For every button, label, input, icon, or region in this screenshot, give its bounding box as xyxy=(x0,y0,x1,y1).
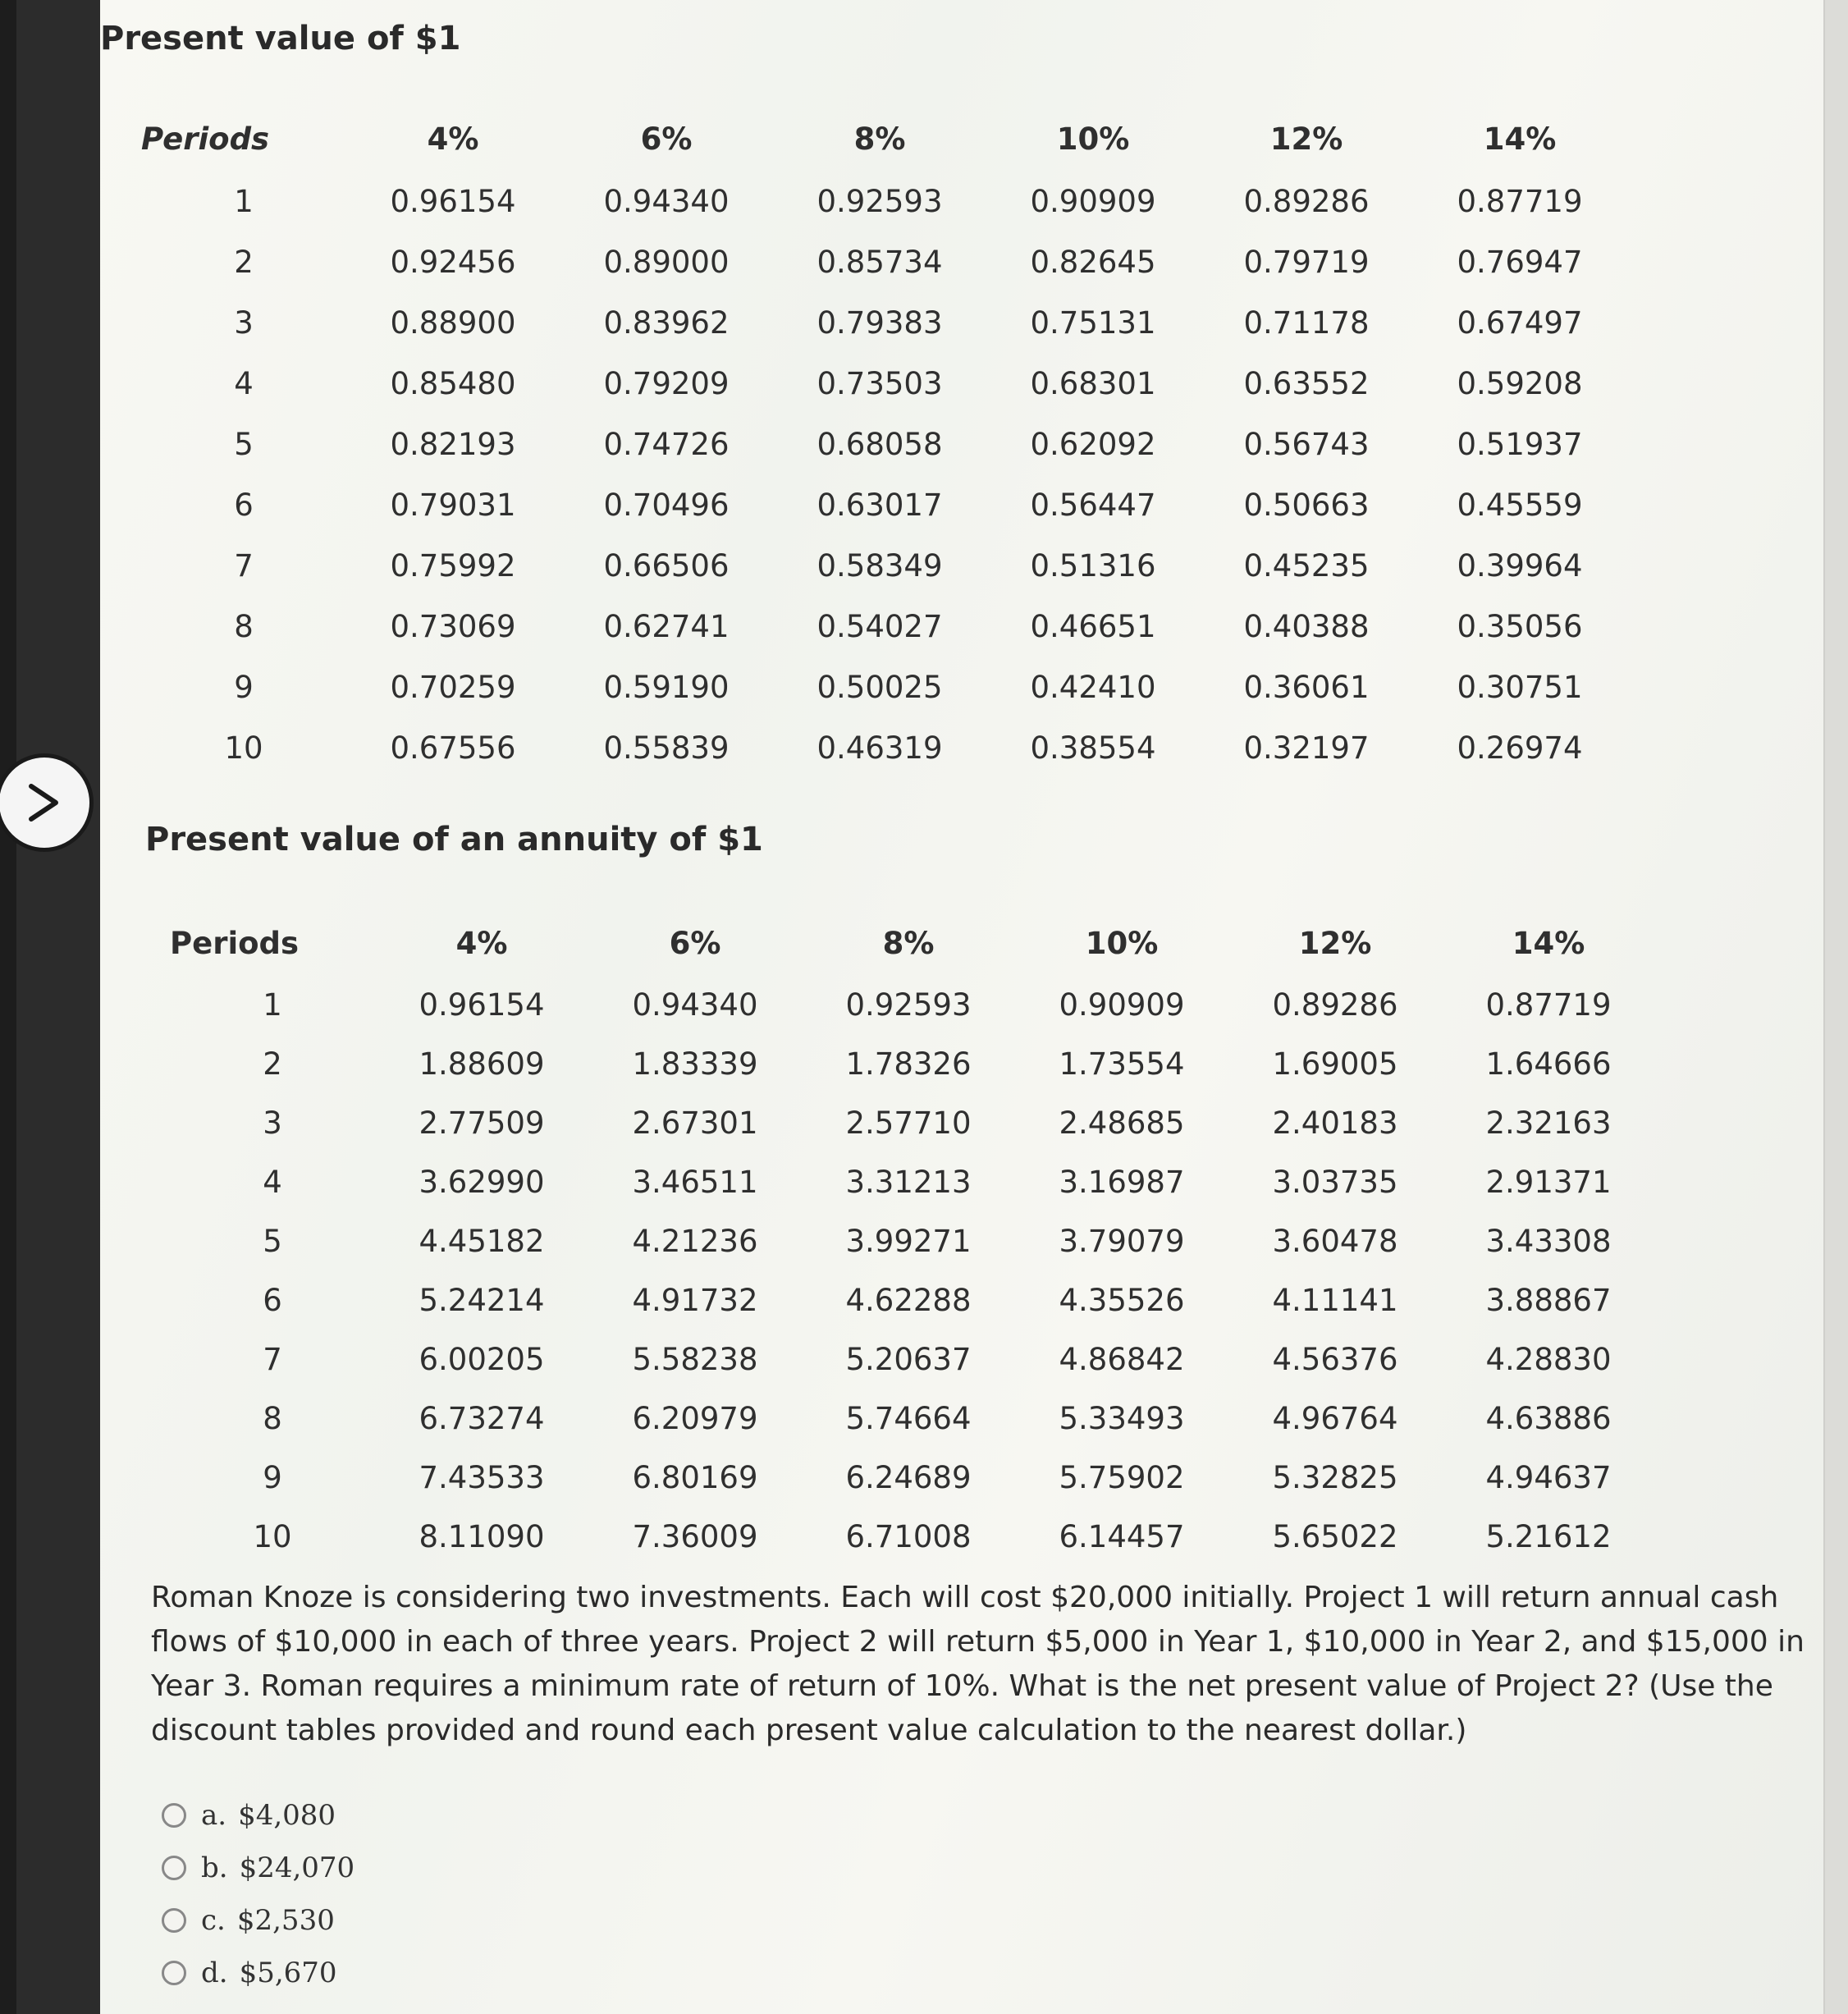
left-panel-strip xyxy=(16,0,100,2014)
option-letter: a. xyxy=(201,1799,227,1832)
annuity-period-cell: 3 xyxy=(263,1105,282,1141)
pv-period-cell: 4 xyxy=(234,365,254,401)
annuity-value-cell: 0.96154 xyxy=(419,986,545,1023)
pv-value-cell: 0.46319 xyxy=(817,730,943,766)
annuity-period-cell: 7 xyxy=(263,1341,282,1377)
pv-value-cell: 0.56447 xyxy=(1030,487,1156,523)
annuity-value-cell: 2.67301 xyxy=(632,1105,758,1141)
radio-button-icon[interactable] xyxy=(162,1908,186,1933)
pv-value-cell: 0.83962 xyxy=(603,304,730,341)
annuity-value-cell: 2.57710 xyxy=(845,1105,972,1141)
annuity-row xyxy=(170,1093,1655,1152)
pv-value-cell: 0.89000 xyxy=(603,244,730,280)
pv-header-rate: 12% xyxy=(1269,121,1343,157)
annuity-table xyxy=(170,911,1655,1566)
pv-value-cell: 0.45235 xyxy=(1243,547,1370,584)
annuity-period-cell: 1 xyxy=(263,986,282,1023)
annuity-value-cell: 6.80169 xyxy=(632,1459,758,1495)
option-d[interactable] xyxy=(162,1947,355,1999)
answer-options xyxy=(162,1789,355,1999)
pv-value-cell: 0.63017 xyxy=(817,487,943,523)
option-a[interactable] xyxy=(162,1789,355,1842)
pv-value-cell: 0.73069 xyxy=(390,608,516,644)
pv-period-cell: 2 xyxy=(234,244,254,280)
annuity-value-cell: 3.60478 xyxy=(1272,1223,1398,1259)
annuity-value-cell: 7.43533 xyxy=(419,1459,545,1495)
annuity-row xyxy=(170,1211,1655,1270)
pv-value-cell: 0.39964 xyxy=(1457,547,1583,584)
pv-value-cell: 0.32197 xyxy=(1243,730,1370,766)
pv-value-cell: 0.87719 xyxy=(1457,183,1583,219)
annuity-value-cell: 4.62288 xyxy=(845,1282,972,1318)
annuity-value-cell: 5.32825 xyxy=(1272,1459,1398,1495)
pv-row xyxy=(141,292,1626,353)
pv-value-cell: 0.74726 xyxy=(603,426,730,462)
annuity-value-cell: 5.24214 xyxy=(419,1282,545,1318)
annuity-value-cell: 3.79079 xyxy=(1059,1223,1185,1259)
annuity-header-periods: Periods xyxy=(170,925,300,961)
pv-value-cell: 0.51937 xyxy=(1457,426,1583,462)
pv-value-cell: 0.63552 xyxy=(1243,365,1370,401)
annuity-value-cell: 3.88867 xyxy=(1485,1282,1612,1318)
pv-row xyxy=(141,171,1626,231)
option-letter: c. xyxy=(201,1904,226,1937)
annuity-value-cell: 6.73274 xyxy=(419,1400,545,1436)
annuity-value-cell: 6.24689 xyxy=(845,1459,972,1495)
pv-value-cell: 0.79719 xyxy=(1243,244,1370,280)
pv-value-cell: 0.73503 xyxy=(817,365,943,401)
annuity-header-rate: 10% xyxy=(1085,925,1159,961)
pv-period-cell: 6 xyxy=(234,487,254,523)
pv-value-cell: 0.75992 xyxy=(390,547,516,584)
pv-period-cell: 3 xyxy=(234,304,254,341)
pv-value-cell: 0.92593 xyxy=(817,183,943,219)
pv-value-cell: 0.56743 xyxy=(1243,426,1370,462)
annuity-period-cell: 6 xyxy=(263,1282,282,1318)
pv-value-cell: 0.62741 xyxy=(603,608,730,644)
annuity-period-cell: 4 xyxy=(263,1164,282,1200)
annuity-row xyxy=(170,1270,1655,1330)
pv-period-cell: 8 xyxy=(234,608,254,644)
pv-row xyxy=(141,231,1626,292)
annuity-value-cell: 3.31213 xyxy=(845,1164,972,1200)
pv-value-cell: 0.54027 xyxy=(817,608,943,644)
annuity-value-cell: 1.83339 xyxy=(632,1046,758,1082)
pv-period-cell: 7 xyxy=(234,547,254,584)
radio-button-icon[interactable] xyxy=(162,1803,186,1828)
annuity-value-cell: 1.88609 xyxy=(419,1046,545,1082)
option-b[interactable] xyxy=(162,1842,355,1894)
annuity-header-rate: 14% xyxy=(1512,925,1585,961)
annuity-value-cell: 4.35526 xyxy=(1059,1282,1185,1318)
annuity-value-cell: 6.00205 xyxy=(419,1341,545,1377)
annuity-table-body xyxy=(170,975,1655,1566)
annuity-value-cell: 0.92593 xyxy=(845,986,972,1023)
annuity-value-cell: 4.91732 xyxy=(632,1282,758,1318)
pv-table-title: Present value of $1 xyxy=(100,20,461,57)
pv-value-cell: 0.46651 xyxy=(1030,608,1156,644)
pv-value-cell: 0.89286 xyxy=(1243,183,1370,219)
option-value: $24,070 xyxy=(239,1852,355,1884)
annuity-value-cell: 3.99271 xyxy=(845,1223,972,1259)
pv-value-cell: 0.55839 xyxy=(603,730,730,766)
annuity-value-cell: 1.73554 xyxy=(1059,1046,1185,1082)
radio-button-icon[interactable] xyxy=(162,1856,186,1880)
annuity-header-rate: 6% xyxy=(669,925,721,961)
annuity-row xyxy=(170,1152,1655,1211)
pv-value-cell: 0.51316 xyxy=(1030,547,1156,584)
annuity-value-cell: 0.90909 xyxy=(1059,986,1185,1023)
annuity-header-row xyxy=(170,911,1655,975)
pv-header-rate: 14% xyxy=(1483,121,1557,157)
annuity-value-cell: 4.63886 xyxy=(1485,1400,1612,1436)
pv-value-cell: 0.79031 xyxy=(390,487,516,523)
pv-value-cell: 0.45559 xyxy=(1457,487,1583,523)
pv-value-cell: 0.59208 xyxy=(1457,365,1583,401)
pv-value-cell: 0.40388 xyxy=(1243,608,1370,644)
pv-value-cell: 0.70259 xyxy=(390,669,516,705)
annuity-value-cell: 4.86842 xyxy=(1059,1341,1185,1377)
pv-value-cell: 0.88900 xyxy=(390,304,516,341)
pv-header-rate: 6% xyxy=(640,121,693,157)
annuity-row xyxy=(170,1507,1655,1566)
pv-value-cell: 0.76947 xyxy=(1457,244,1583,280)
annuity-period-cell: 10 xyxy=(253,1518,292,1554)
annuity-value-cell: 1.64666 xyxy=(1485,1046,1612,1082)
annuity-value-cell: 2.91371 xyxy=(1485,1164,1612,1200)
pv-value-cell: 0.82645 xyxy=(1030,244,1156,280)
pv-value-cell: 0.79209 xyxy=(603,365,730,401)
pv-value-cell: 0.59190 xyxy=(603,669,730,705)
pv-value-cell: 0.68058 xyxy=(817,426,943,462)
annuity-header-rate: 8% xyxy=(882,925,935,961)
annuity-value-cell: 8.11090 xyxy=(419,1518,545,1554)
pv-value-cell: 0.70496 xyxy=(603,487,730,523)
annuity-value-cell: 5.33493 xyxy=(1059,1400,1185,1436)
annuity-value-cell: 4.56376 xyxy=(1272,1341,1398,1377)
annuity-value-cell: 5.58238 xyxy=(632,1341,758,1377)
pv-row xyxy=(141,535,1626,596)
annuity-value-cell: 3.43308 xyxy=(1485,1223,1612,1259)
annuity-value-cell: 2.77509 xyxy=(419,1105,545,1141)
question-text: Roman Knoze is considering two investments. Each will cost $20,000 initially. Project 1 will return annual cash flows of $10,000 in each of three years. Project 2 will return $5,000 in Year 1, $10,000 in Year 2, and $15,000 in Year 3. Roman requires a minimum rate of return of 10%. What is the net present value of Project 2? (Use the discount tables provided and round each present value calculation to the nearest dollar.) xyxy=(151,1581,1805,1747)
pv-value-cell: 0.79383 xyxy=(817,304,943,341)
annuity-row xyxy=(170,1389,1655,1448)
pv-value-cell: 0.82193 xyxy=(390,426,516,462)
annuity-value-cell: 4.45182 xyxy=(419,1223,545,1259)
annuity-value-cell: 5.65022 xyxy=(1272,1518,1398,1554)
pv-value-cell: 0.90909 xyxy=(1030,183,1156,219)
pv-period-cell: 9 xyxy=(234,669,254,705)
pv-period-cell: 10 xyxy=(224,730,263,766)
annuity-value-cell: 5.20637 xyxy=(845,1341,972,1377)
annuity-value-cell: 6.71008 xyxy=(845,1518,972,1554)
pv-value-cell: 0.50663 xyxy=(1243,487,1370,523)
question-content xyxy=(100,0,1823,2014)
pv-value-cell: 0.26974 xyxy=(1457,730,1583,766)
option-c[interactable] xyxy=(162,1894,355,1947)
annuity-value-cell: 0.89286 xyxy=(1272,986,1398,1023)
pv-table-body xyxy=(141,171,1626,778)
annuity-header-rate: 12% xyxy=(1298,925,1372,961)
pv-row xyxy=(141,657,1626,717)
pv-value-cell: 0.67497 xyxy=(1457,304,1583,341)
pv-value-cell: 0.42410 xyxy=(1030,669,1156,705)
option-letter: d. xyxy=(201,1957,228,1989)
pv-value-cell: 0.50025 xyxy=(817,669,943,705)
annuity-value-cell: 4.94637 xyxy=(1485,1459,1612,1495)
option-value: $5,670 xyxy=(239,1957,337,1989)
annuity-value-cell: 5.21612 xyxy=(1485,1518,1612,1554)
annuity-value-cell: 3.62990 xyxy=(419,1164,545,1200)
pv-row xyxy=(141,474,1626,535)
annuity-table-title: Present value of an annuity of $1 xyxy=(145,821,763,858)
option-letter: b. xyxy=(201,1852,228,1884)
left-bezel xyxy=(0,0,16,2014)
pv-header-periods: Periods xyxy=(141,121,270,157)
pv-row xyxy=(141,717,1626,778)
annuity-row xyxy=(170,1034,1655,1093)
annuity-header-rate: 4% xyxy=(455,925,508,961)
pv-value-cell: 0.85480 xyxy=(390,365,516,401)
annuity-value-cell: 3.16987 xyxy=(1059,1164,1185,1200)
pv-row xyxy=(141,596,1626,657)
pv-value-cell: 0.71178 xyxy=(1243,304,1370,341)
right-edge xyxy=(1823,0,1848,2014)
pv-value-cell: 0.62092 xyxy=(1030,426,1156,462)
annuity-row xyxy=(170,1330,1655,1389)
pv-value-cell: 0.30751 xyxy=(1457,669,1583,705)
pv-value-cell: 0.96154 xyxy=(390,183,516,219)
annuity-value-cell: 4.96764 xyxy=(1272,1400,1398,1436)
annuity-period-cell: 9 xyxy=(263,1459,282,1495)
pv-value-cell: 0.66506 xyxy=(603,547,730,584)
pv-row xyxy=(141,414,1626,474)
annuity-value-cell: 6.20979 xyxy=(632,1400,758,1436)
radio-button-icon[interactable] xyxy=(162,1961,186,1985)
pv-header-rate: 10% xyxy=(1056,121,1130,157)
annuity-value-cell: 1.69005 xyxy=(1272,1046,1398,1082)
pv-header-rate: 8% xyxy=(853,121,906,157)
annuity-value-cell: 2.48685 xyxy=(1059,1105,1185,1141)
annuity-value-cell: 0.87719 xyxy=(1485,986,1612,1023)
pv-value-cell: 0.92456 xyxy=(390,244,516,280)
pv-value-cell: 0.67556 xyxy=(390,730,516,766)
annuity-value-cell: 6.14457 xyxy=(1059,1518,1185,1554)
annuity-value-cell: 4.28830 xyxy=(1485,1341,1612,1377)
pv-value-cell: 0.94340 xyxy=(603,183,730,219)
annuity-value-cell: 2.32163 xyxy=(1485,1105,1612,1141)
annuity-value-cell: 7.36009 xyxy=(632,1518,758,1554)
pv-table xyxy=(141,107,1626,778)
annuity-value-cell: 3.03735 xyxy=(1272,1164,1398,1200)
annuity-value-cell: 0.94340 xyxy=(632,986,758,1023)
option-value: $4,080 xyxy=(238,1799,336,1832)
pv-value-cell: 0.38554 xyxy=(1030,730,1156,766)
pv-period-cell: 1 xyxy=(234,183,254,219)
annuity-value-cell: 4.21236 xyxy=(632,1223,758,1259)
annuity-value-cell: 1.78326 xyxy=(845,1046,972,1082)
annuity-value-cell: 2.40183 xyxy=(1272,1105,1398,1141)
annuity-period-cell: 8 xyxy=(263,1400,282,1436)
annuity-value-cell: 5.75902 xyxy=(1059,1459,1185,1495)
annuity-row xyxy=(170,1448,1655,1507)
annuity-value-cell: 5.74664 xyxy=(845,1400,972,1436)
annuity-row xyxy=(170,975,1655,1034)
chevron-right-icon xyxy=(20,778,69,827)
pv-value-cell: 0.35056 xyxy=(1457,608,1583,644)
pv-header-row xyxy=(141,107,1626,171)
annuity-value-cell: 4.11141 xyxy=(1272,1282,1398,1318)
pv-value-cell: 0.85734 xyxy=(817,244,943,280)
annuity-period-cell: 2 xyxy=(263,1046,282,1082)
pv-value-cell: 0.36061 xyxy=(1243,669,1370,705)
pv-value-cell: 0.58349 xyxy=(817,547,943,584)
pv-header-rate: 4% xyxy=(427,121,479,157)
annuity-period-cell: 5 xyxy=(263,1223,282,1259)
pv-period-cell: 5 xyxy=(234,426,254,462)
pv-value-cell: 0.75131 xyxy=(1030,304,1156,341)
option-value: $2,530 xyxy=(236,1904,335,1937)
pv-value-cell: 0.68301 xyxy=(1030,365,1156,401)
annuity-value-cell: 3.46511 xyxy=(632,1164,758,1200)
pv-row xyxy=(141,353,1626,414)
